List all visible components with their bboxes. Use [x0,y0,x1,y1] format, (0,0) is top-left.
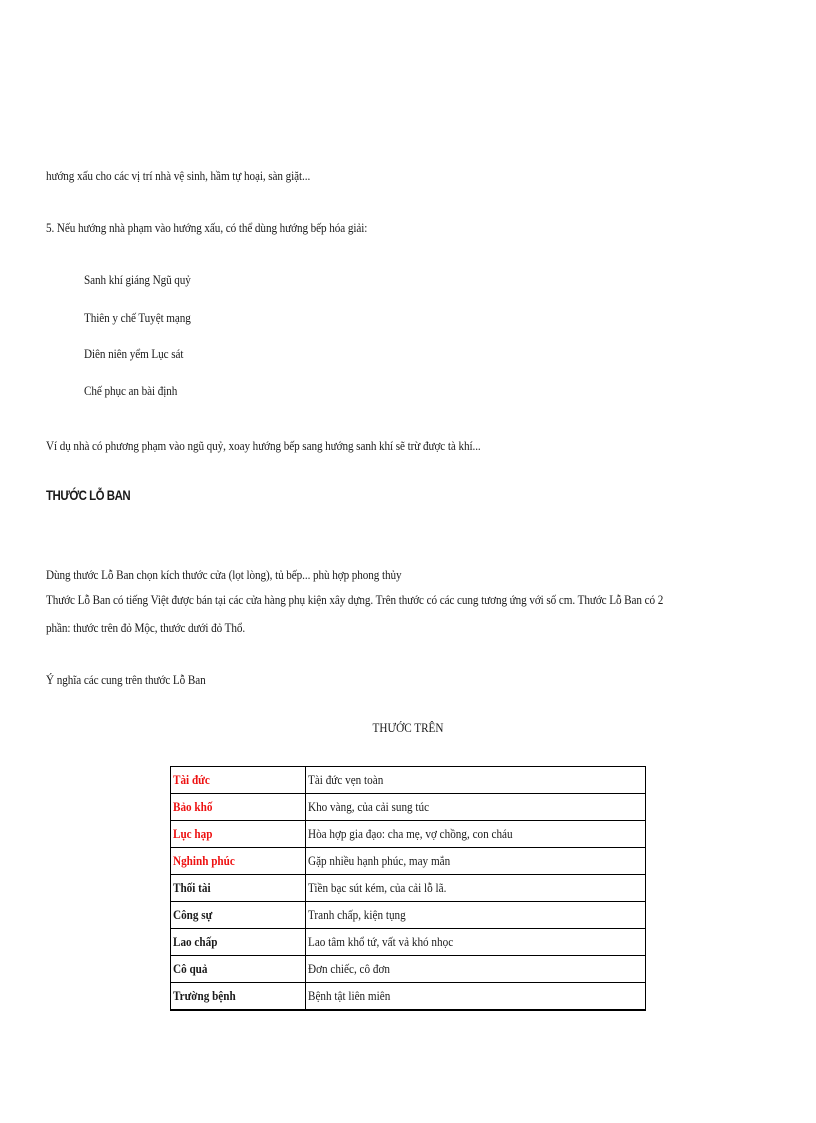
paragraph-toilet-directions: hướng xấu cho các vị trí nhà vệ sinh, hầm tự hoại, sàn giặt... [46,168,311,183]
table-row [171,956,646,983]
cell-cung-meaning [306,767,646,794]
paragraph-description-cont: phần: thước trên đỏ Mộc, thước dưới đỏ Thổ. [46,620,246,635]
cung-name-text: Lao chấp [173,934,218,949]
paragraph-example: Ví dụ nhà có phương phạm vào ngũ quỷ, xoay hướng bếp sang hướng sanh khí sẽ trừ được tà khí... [46,438,481,453]
cell-cung-name [171,767,306,794]
cung-name-text: Tài đức [173,772,210,787]
cung-name-text: Lục hạp [173,826,213,841]
cung-meaning-text: Gặp nhiều hạnh phúc, may mắn [308,853,451,868]
cell-cung-meaning [306,983,646,1011]
verse-line: Sanh khí giáng Ngũ quỷ [84,272,191,287]
cell-cung-meaning [306,956,646,983]
verse-line: Thiên y chế Tuyệt mạng [84,310,191,325]
paragraph-description: Thước Lỗ Ban có tiếng Việt được bán tại các cửa hàng phụ kiện xây dựng. Trên thước có các cung tương ứng với số cm. Thước Lỗ Ban có 2 [46,592,664,607]
cung-name-text: Cô quả [173,961,208,976]
cell-cung-meaning [306,821,646,848]
verse-line: Chế phục an bài định [84,383,178,398]
cung-name-text: Bảo khố [173,799,213,814]
paragraph-usage: Dùng thước Lỗ Ban chọn kích thước cửa (lọt lòng), tủ bếp... phù hợp phong thủy [46,567,402,582]
cung-meaning-text: Hòa hợp gia đạo: cha mẹ, vợ chồng, con cháu [308,826,513,841]
cell-cung-name [171,902,306,929]
table-row [171,848,646,875]
cung-meaning-text: Tiền bạc sút kém, của cải lỗ lã. [308,880,447,895]
cung-name-text: Công sự [173,907,213,922]
cung-name-text: Trường bệnh [173,988,236,1003]
cung-meaning-text: Tranh chấp, kiện tụng [308,907,406,922]
table-row [171,929,646,956]
cell-cung-name [171,983,306,1011]
cung-meaning-text: Kho vàng, của cải sung túc [308,799,430,814]
cell-cung-name [171,956,306,983]
cung-meaning-text: Đơn chiếc, cô đơn [308,961,390,976]
paragraph-kitchen-remedy: 5. Nếu hướng nhà phạm vào hướng xấu, có thể dùng hướng bếp hóa giải: [46,220,368,235]
table-row [171,875,646,902]
cell-cung-name [171,929,306,956]
cung-meaning-text: Tài đức vẹn toàn [308,772,384,787]
cell-cung-meaning [306,848,646,875]
cung-name-text: Thối tài [173,880,211,895]
paragraph-meaning-intro: Ý nghĩa các cung trên thước Lỗ Ban [46,672,206,687]
section-heading: THƯỚC LỖ BAN [46,487,131,503]
table-row [171,794,646,821]
cell-cung-name [171,794,306,821]
table-row [171,902,646,929]
cung-name-text: Nghinh phúc [173,853,235,868]
cell-cung-name [171,848,306,875]
cell-cung-meaning [306,902,646,929]
table-row [171,821,646,848]
cung-meaning-text: Bệnh tật liên miên [308,988,391,1003]
lo-ban-table [170,766,646,1011]
cung-meaning-text: Lao tâm khổ tứ, vất vả khó nhọc [308,934,454,949]
cell-cung-name [171,875,306,902]
cell-cung-meaning [306,929,646,956]
verse-line: Diên niên yểm Lục sát [84,346,184,361]
cell-cung-name [171,821,306,848]
table-row [171,983,646,1011]
cell-cung-meaning [306,794,646,821]
table-row [171,767,646,794]
cell-cung-meaning [306,875,646,902]
table-caption: THƯỚC TRÊN [372,720,444,735]
